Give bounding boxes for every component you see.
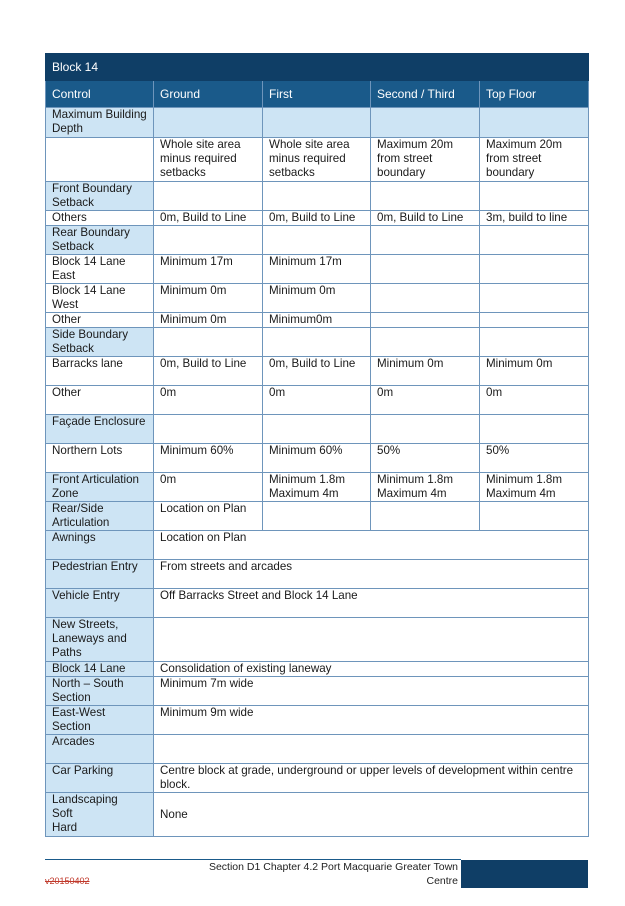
cell-second-third bbox=[371, 313, 480, 328]
cell-ground: 0m, Build to Line bbox=[154, 357, 263, 386]
table-row bbox=[46, 662, 589, 677]
cell-first bbox=[263, 328, 371, 357]
cell-second-third: 50% bbox=[371, 444, 480, 473]
table-row bbox=[46, 502, 589, 531]
cell-top-floor bbox=[480, 108, 589, 138]
cell-top-floor: Maximum 20m from street boundary bbox=[480, 138, 589, 182]
cell-top-floor: Minimum 1.8m Maximum 4m bbox=[480, 473, 589, 502]
row-label: Vehicle Entry bbox=[46, 589, 154, 618]
table-title: Block 14 bbox=[46, 54, 589, 81]
row-label: Barracks lane bbox=[46, 357, 154, 386]
row-label: Side Boundary Setback bbox=[46, 328, 154, 357]
table-row bbox=[46, 706, 589, 735]
cell-value: None bbox=[154, 793, 589, 837]
row-label: North – South Section bbox=[46, 677, 154, 706]
cell-second-third: 0m bbox=[371, 386, 480, 415]
table-row bbox=[46, 735, 589, 764]
cell-value bbox=[154, 735, 589, 764]
landscaping-label-line: Soft bbox=[52, 807, 73, 820]
cell-value: Centre block at grade, underground or upper levels of development within centre block. bbox=[154, 764, 589, 793]
header-control: Control bbox=[46, 81, 154, 108]
cell-first: Minimum 0m bbox=[263, 284, 371, 313]
row-label: Others bbox=[46, 211, 154, 226]
cell-value: Consolidation of existing laneway bbox=[154, 662, 589, 677]
cell-value: Minimum 9m wide bbox=[154, 706, 589, 735]
row-label: Façade Enclosure bbox=[46, 415, 154, 444]
cell-first bbox=[263, 226, 371, 255]
table-row bbox=[46, 386, 589, 415]
table-row bbox=[46, 182, 589, 211]
header-ground: Ground bbox=[154, 81, 263, 108]
table-row bbox=[46, 677, 589, 706]
table-title-row bbox=[46, 54, 589, 81]
row-label: Other bbox=[46, 386, 154, 415]
table-row bbox=[46, 108, 589, 138]
cell-top-floor bbox=[480, 284, 589, 313]
table-row bbox=[46, 313, 589, 328]
cell-second-third: Minimum 1.8m Maximum 4m bbox=[371, 473, 480, 502]
cell-top-floor: 0m bbox=[480, 386, 589, 415]
block-14-controls-table bbox=[45, 53, 589, 837]
cell-ground: Minimum 0m bbox=[154, 313, 263, 328]
cell-first bbox=[263, 502, 371, 531]
cell-first: 0m, Build to Line bbox=[263, 357, 371, 386]
row-label: Pedestrian Entry bbox=[46, 560, 154, 589]
cell-value: From streets and arcades bbox=[154, 560, 589, 589]
table-row bbox=[46, 531, 589, 560]
cell-value: Minimum 7m wide bbox=[154, 677, 589, 706]
cell-ground: 0m bbox=[154, 386, 263, 415]
cell-value: Off Barracks Street and Block 14 Lane bbox=[154, 589, 589, 618]
cell-ground: 0m bbox=[154, 473, 263, 502]
table-row bbox=[46, 560, 589, 589]
row-label: Block 14 Lane West bbox=[46, 284, 154, 313]
cell-second-third: 0m, Build to Line bbox=[371, 211, 480, 226]
row-label: Arcades bbox=[46, 735, 154, 764]
version-stamp: v20150402 bbox=[45, 876, 90, 886]
row-label: Northern Lots bbox=[46, 444, 154, 473]
cell-top-floor bbox=[480, 328, 589, 357]
row-label: Maximum Building Depth bbox=[46, 108, 154, 138]
cell-ground bbox=[154, 182, 263, 211]
cell-first bbox=[263, 182, 371, 211]
cell-second-third bbox=[371, 182, 480, 211]
row-label: East-West Section bbox=[46, 706, 154, 735]
row-label: New Streets, Laneways and Paths bbox=[46, 618, 154, 662]
cell-first: Minimum0m bbox=[263, 313, 371, 328]
row-label: Car Parking bbox=[46, 764, 154, 793]
cell-first: 0m bbox=[263, 386, 371, 415]
cell-top-floor: 50% bbox=[480, 444, 589, 473]
cell-second-third bbox=[371, 415, 480, 444]
table-row bbox=[46, 415, 589, 444]
cell-ground bbox=[154, 108, 263, 138]
table-row bbox=[46, 255, 589, 284]
cell-first: 0m, Build to Line bbox=[263, 211, 371, 226]
table-row bbox=[46, 328, 589, 357]
cell-ground bbox=[154, 328, 263, 357]
cell-first: Minimum 17m bbox=[263, 255, 371, 284]
table-row bbox=[46, 284, 589, 313]
cell-second-third bbox=[371, 255, 480, 284]
footer-section-title: Section D1 Chapter 4.2 Port Macquarie Greater Town Centre bbox=[208, 861, 458, 887]
cell-ground: Whole site area minus required setbacks bbox=[154, 138, 263, 182]
cell-first: Minimum 1.8m Maximum 4m bbox=[263, 473, 371, 502]
cell-first bbox=[263, 108, 371, 138]
cell-first bbox=[263, 415, 371, 444]
cell-ground bbox=[154, 226, 263, 255]
row-label: Block 14 Lane bbox=[46, 662, 154, 677]
cell-second-third bbox=[371, 226, 480, 255]
table-row bbox=[46, 618, 589, 662]
table-row bbox=[46, 211, 589, 226]
landscaping-label bbox=[52, 793, 147, 835]
header-first: First bbox=[263, 81, 371, 108]
table-row bbox=[46, 444, 589, 473]
cell-top-floor bbox=[480, 182, 589, 211]
cell-first: Minimum 60% bbox=[263, 444, 371, 473]
cell-top-floor bbox=[480, 255, 589, 284]
cell-top-floor: 3m, build to line bbox=[480, 211, 589, 226]
row-label bbox=[46, 793, 154, 837]
row-label: Rear/Side Articulation bbox=[46, 502, 154, 531]
table-row bbox=[46, 357, 589, 386]
landscaping-label-line: Hard bbox=[52, 821, 78, 834]
cell-ground: 0m, Build to Line bbox=[154, 211, 263, 226]
row-label: Block 14 Lane East bbox=[46, 255, 154, 284]
cell-top-floor bbox=[480, 313, 589, 328]
footer-color-block bbox=[461, 860, 588, 888]
cell-top-floor: Minimum 0m bbox=[480, 357, 589, 386]
cell-value: Location on Plan bbox=[154, 531, 589, 560]
row-label: Awnings bbox=[46, 531, 154, 560]
cell-second-third bbox=[371, 328, 480, 357]
cell-second-third: Minimum 0m bbox=[371, 357, 480, 386]
table-row bbox=[46, 589, 589, 618]
row-label: Front Boundary Setback bbox=[46, 182, 154, 211]
table-row bbox=[46, 473, 589, 502]
landscaping-label-line: Landscaping bbox=[52, 793, 118, 806]
header-top-floor: Top Floor bbox=[480, 81, 589, 108]
cell-ground bbox=[154, 415, 263, 444]
cell-ground: Minimum 0m bbox=[154, 284, 263, 313]
cell-top-floor bbox=[480, 415, 589, 444]
table-row bbox=[46, 764, 589, 793]
table-row bbox=[46, 793, 589, 837]
cell-ground: Minimum 17m bbox=[154, 255, 263, 284]
row-label bbox=[46, 138, 154, 182]
cell-second-third bbox=[371, 502, 480, 531]
cell-ground: Minimum 60% bbox=[154, 444, 263, 473]
cell-value bbox=[154, 618, 589, 662]
table-row bbox=[46, 138, 589, 182]
header-second-third: Second / Third bbox=[371, 81, 480, 108]
table-row bbox=[46, 226, 589, 255]
block-14-controls-table-container bbox=[45, 53, 588, 837]
table-header-row bbox=[46, 81, 589, 108]
cell-ground: Location on Plan bbox=[154, 502, 263, 531]
row-label: Rear Boundary Setback bbox=[46, 226, 154, 255]
cell-second-third: Maximum 20m from street boundary bbox=[371, 138, 480, 182]
row-label: Other bbox=[46, 313, 154, 328]
cell-top-floor bbox=[480, 502, 589, 531]
cell-second-third bbox=[371, 284, 480, 313]
cell-top-floor bbox=[480, 226, 589, 255]
row-label: Front Articulation Zone bbox=[46, 473, 154, 502]
cell-second-third bbox=[371, 108, 480, 138]
cell-first: Whole site area minus required setbacks bbox=[263, 138, 371, 182]
